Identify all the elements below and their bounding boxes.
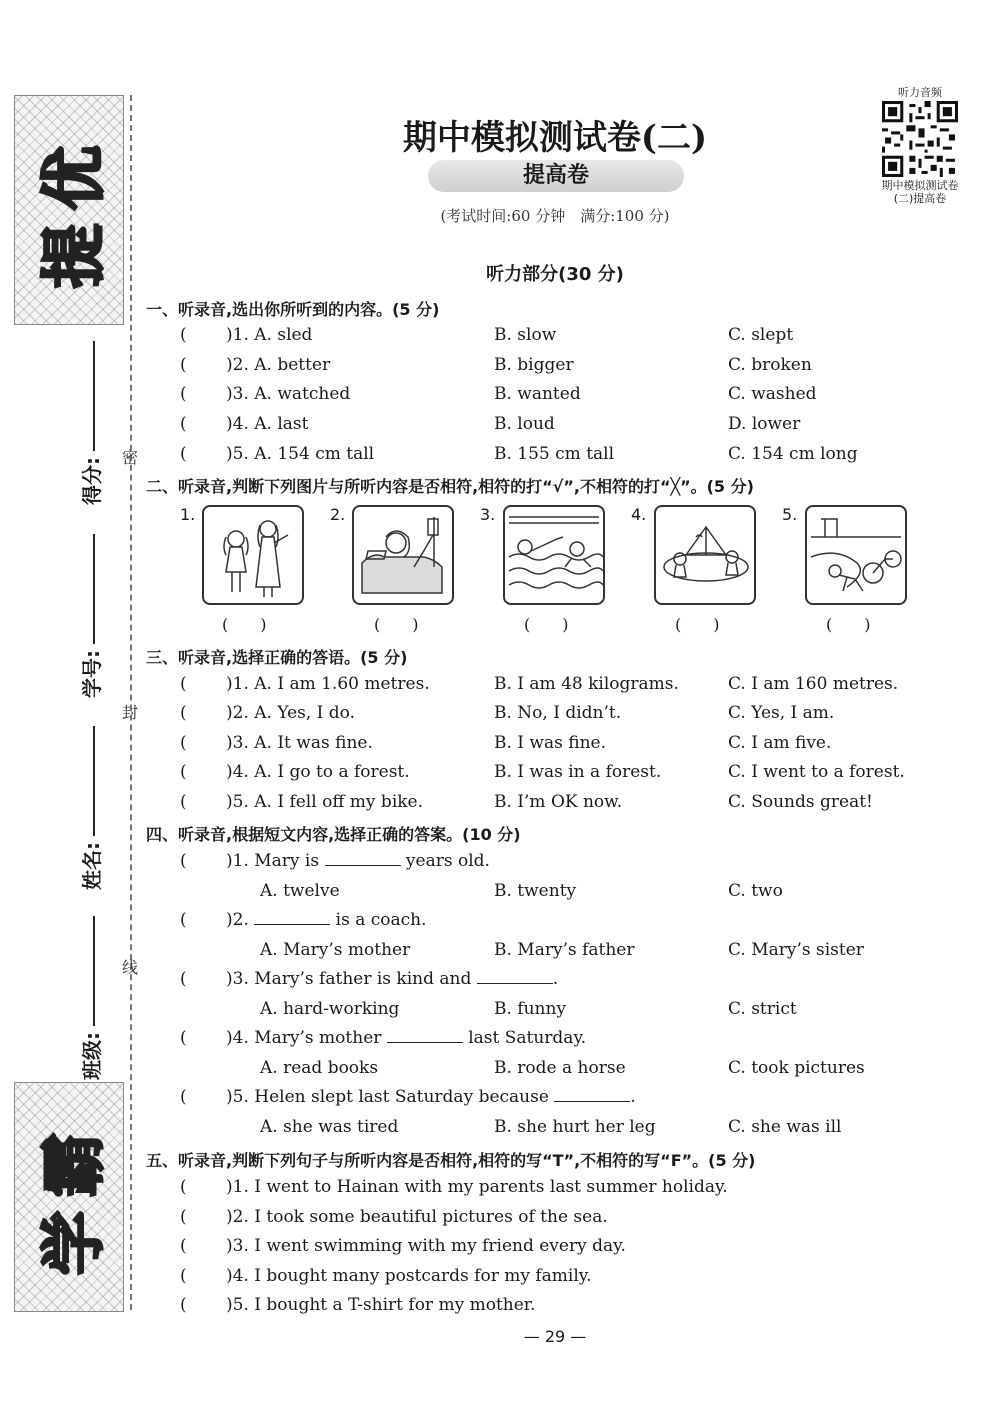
s4-options-2 [180,940,940,966]
picture-number-3: 3. [480,505,496,524]
option-c: D. lower [728,414,801,434]
s1-question-5 [180,444,940,470]
answer-paren[interactable]: ( [180,1028,187,1048]
question-text: )1. Mary is years old. [226,851,490,871]
picture-two-girls-talking [202,505,304,605]
option-a: A. read books [260,1058,379,1078]
picture-answer-2[interactable]: ( ) [374,615,419,634]
option-c: C. washed [728,384,817,404]
s1-question-4 [180,414,940,440]
option-c: C. I am 160 metres. [728,674,899,694]
bottom-banner [14,1082,124,1312]
option-a: )3. A. watched [226,384,351,404]
option-a: )4. A. I go to a forest. [226,762,410,782]
option-a: A. hard-working [260,999,400,1019]
option-c: C. Yes, I am. [728,703,835,723]
fill-blank [254,924,330,925]
s5-statement-2 [180,1207,940,1233]
option-b: B. I am 48 kilograms. [494,674,679,694]
option-b: B. slow [494,325,557,345]
s1-question-1 [180,325,940,351]
class-label: 班级: [80,1032,104,1080]
answer-paren[interactable]: ( [180,325,187,345]
picture-answer-3[interactable]: ( ) [524,615,569,634]
option-b: B. loud [494,414,555,434]
student-number-label: 学号: [80,650,104,698]
s3-question-2 [180,703,940,729]
answer-paren[interactable]: ( [180,444,187,464]
exam-info: (考试时间:60 分钟 满分:100 分) [440,207,670,225]
option-a: A. twelve [260,881,340,901]
picture-boy-fell-off-bike [805,505,907,605]
statement-text: )1. I went to Hainan with my parents last summer holiday. [226,1177,728,1197]
qr-caption-line-2: (二)提高卷 [893,192,947,205]
subtitle-badge: 提高卷 [428,160,684,192]
statement-text: )5. I bought a T-shirt for my mother. [226,1295,536,1315]
answer-paren[interactable]: ( [180,1266,187,1286]
statement-text: )4. I bought many postcards for my family. [226,1266,592,1286]
option-a: )2. A. better [226,355,331,375]
answer-paren[interactable]: ( [180,414,187,434]
name-label: 姓名: [80,842,104,890]
s5-statement-1 [180,1177,940,1203]
option-b: B. I’m OK now. [494,792,623,812]
s3-question-4 [180,762,940,788]
question-text: )3. Mary’s father is kind and . [226,969,559,989]
s4-question-5 [180,1087,940,1113]
option-a: )2. A. Yes, I do. [226,703,356,723]
s3-question-1 [180,674,940,700]
picture-answer-1[interactable]: ( ) [222,615,267,634]
option-a: A. she was tired [260,1117,399,1137]
page-number: — 29 — [523,1327,587,1346]
picture-number-4: 4. [631,505,647,524]
fill-blank [387,1042,463,1043]
option-b: B. funny [494,999,567,1019]
answer-paren[interactable]: ( [180,762,187,782]
s4-options-3 [180,999,940,1025]
statement-text: )2. I took some beautiful pictures of the sea. [226,1207,608,1227]
s4-question-1 [180,851,940,877]
question-text: )5. Helen slept last Saturday because . [226,1087,636,1107]
option-b: B. she hurt her leg [494,1117,656,1137]
picture-number-1: 1. [180,505,196,524]
option-b: B. wanted [494,384,581,404]
option-c: C. I am five. [728,733,832,753]
answer-paren[interactable]: ( [180,1207,187,1227]
picture-number-5: 5. [782,505,798,524]
qr-code-block[interactable] [872,86,968,205]
answer-paren[interactable]: ( [180,969,187,989]
s5-statement-3 [180,1236,940,1262]
statement-text: )3. I went swimming with my friend every day. [226,1236,626,1256]
s4-options-5 [180,1117,940,1143]
answer-paren[interactable]: ( [180,1295,187,1315]
score-label: 得分: [80,457,104,505]
option-b: B. No, I didn’t. [494,703,622,723]
bottom-banner-text: 学霸 [38,1119,112,1275]
option-c: C. two [728,881,783,901]
option-c: C. took pictures [728,1058,865,1078]
answer-paren[interactable]: ( [180,674,187,694]
picture-answer-4[interactable]: ( ) [675,615,720,634]
option-c: C. strict [728,999,797,1019]
option-a: )1. A. sled [226,325,313,345]
picture-children-camping [654,505,756,605]
option-a: A. Mary’s mother [260,940,411,960]
section-1-title: 一、听录音,选出你所听到的内容。(5 分) [146,300,440,319]
option-a: )5. A. I fell off my bike. [226,792,424,812]
answer-paren[interactable]: ( [180,910,187,930]
s4-question-4 [180,1028,940,1054]
page-title: 期中模拟测试卷(二) [402,118,708,158]
option-c: C. broken [728,355,812,375]
picture-children-swimming [503,505,605,605]
section-4-title: 四、听录音,根据短文内容,选择正确的答案。(10 分) [146,825,521,844]
seal-char-1: 密 [122,448,139,467]
s5-statement-4 [180,1266,940,1292]
option-b: B. Mary’s father [494,940,635,960]
question-text: )4. Mary’s mother last Saturday. [226,1028,587,1048]
answer-paren[interactable]: ( [180,733,187,753]
option-c: C. she was ill [728,1117,842,1137]
option-c: C. 154 cm long [728,444,858,464]
option-b: B. I was fine. [494,733,606,753]
class-field [76,916,105,1080]
answer-paren[interactable]: ( [180,1236,187,1256]
s3-question-3 [180,733,940,759]
qr-caption-line-1: 期中模拟测试卷 [881,179,959,192]
option-b: B. twenty [494,881,577,901]
name-field [76,726,105,890]
option-a: )5. A. 154 cm tall [226,444,375,464]
answer-paren[interactable]: ( [180,384,187,404]
qr-code-icon[interactable] [882,101,958,177]
picture-girl-sick-in-bed [352,505,454,605]
option-c: C. I went to a forest. [728,762,905,782]
answer-paren[interactable]: ( [180,703,187,723]
option-c: C. Sounds great! [728,792,873,812]
answer-paren[interactable]: ( [180,1177,187,1197]
option-a: )3. A. It was fine. [226,733,373,753]
picture-answer-5[interactable]: ( ) [826,615,871,634]
option-a: )1. A. I am 1.60 metres. [226,674,430,694]
section-2-title: 二、听录音,判断下列图片与所听内容是否相符,相符的打“√”,不相符的打“╳”。(5 分) [146,477,754,496]
student-number-field [76,534,105,698]
fill-blank [477,983,553,984]
option-b: B. I was in a forest. [494,762,662,782]
option-b: B. 155 cm tall [494,444,615,464]
option-c: C. Mary’s sister [728,940,864,960]
option-a: )4. A. last [226,414,309,434]
s4-question-2 [180,910,940,936]
seal-char-2: 封 [122,703,139,722]
listening-heading: 听力部分(30 分) [486,264,624,285]
s1-question-2 [180,355,940,381]
answer-paren[interactable]: ( [180,355,187,375]
question-text: )2. is a coach. [226,910,427,930]
option-b: B. rode a horse [494,1058,626,1078]
option-b: B. bigger [494,355,574,375]
answer-paren[interactable]: ( [180,851,187,871]
fill-blank [325,865,401,866]
section-5-title: 五、听录音,判断下列句子与所听内容是否相符,相符的写“T”,不相符的写“F”。(5 分) [146,1151,756,1170]
s5-statement-5 [180,1295,940,1321]
s4-options-1 [180,881,940,907]
top-banner-text: 提优 [38,132,112,288]
qr-top-label: 听力音频 [898,86,942,99]
answer-paren[interactable]: ( [180,792,187,812]
seal-char-3: 线 [122,958,139,977]
s4-options-4 [180,1058,940,1084]
score-field [76,341,105,505]
s4-question-3 [180,969,940,995]
s3-question-5 [180,792,940,818]
fill-blank [554,1101,630,1102]
option-c: C. slept [728,325,794,345]
section-3-title: 三、听录音,选择正确的答语。(5 分) [146,648,408,667]
answer-paren[interactable]: ( [180,1087,187,1107]
s1-question-3 [180,384,940,410]
picture-number-2: 2. [330,505,346,524]
